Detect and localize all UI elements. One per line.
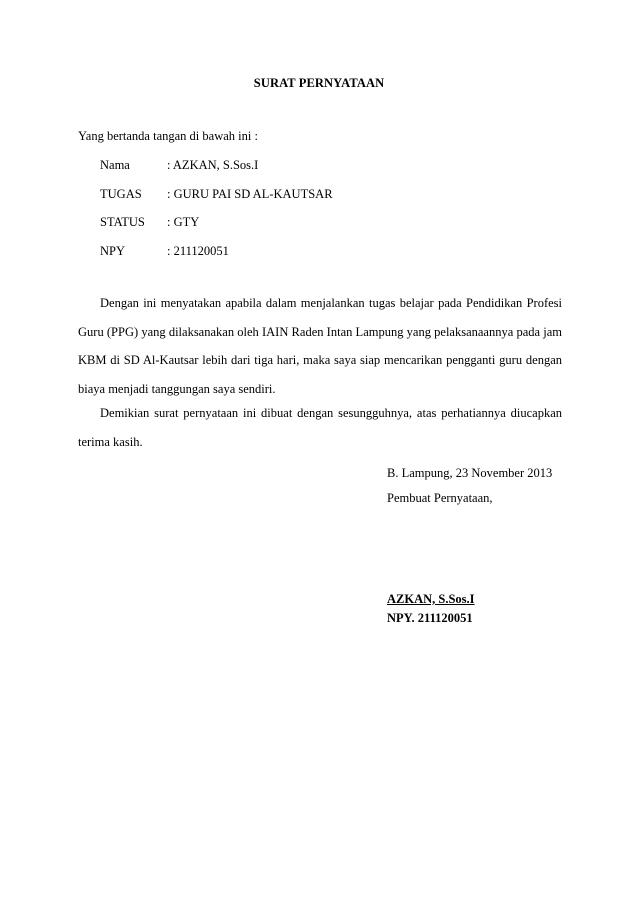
field-value: : AZKAN, S.Sos.I <box>167 158 259 172</box>
field-row-status <box>100 215 500 231</box>
field-row-tugas <box>100 187 500 203</box>
field-label: NPY <box>100 244 126 258</box>
field-value: : GURU PAI SD AL-KAUTSAR <box>167 187 333 201</box>
signature-name: AZKAN, S.Sos.I <box>387 592 475 606</box>
field-label: Nama <box>100 158 130 172</box>
document-title: SURAT PERNYATAAN <box>253 76 385 90</box>
signature-npy: NPY. 211120051 <box>387 611 473 625</box>
field-value: : GTY <box>167 215 200 229</box>
field-row-npy <box>100 244 500 260</box>
field-row-nama <box>100 158 500 174</box>
signature-place-date: B. Lampung, 23 November 2013 <box>387 466 553 480</box>
statement-paragraph: Dengan ini menyatakan apabila dalam menjalankan tugas belajar pada Pendidikan Profesi Guru (PPG) yang dilaksanakan oleh IAIN Raden Intan Lampung yang pelaksanaannya pada jam KBM di SD Al-Kautsar lebih dari tiga hari, maka saya siap mencarikan pengganti guru dengan biaya menjadi tanggungan saya sendiri. <box>78 296 562 396</box>
field-label: TUGAS <box>100 187 142 201</box>
closing-paragraph: Demikian surat pernyataan ini dibuat dengan sesungguhnya, atas perhatiannya diucapkan terima kasih. <box>78 406 562 449</box>
signature-role: Pembuat Pernyataan, <box>387 491 493 505</box>
field-label: STATUS <box>100 215 145 229</box>
field-value: : 211120051 <box>167 244 229 258</box>
intro-text: Yang bertanda tangan di bawah ini : <box>78 129 258 143</box>
